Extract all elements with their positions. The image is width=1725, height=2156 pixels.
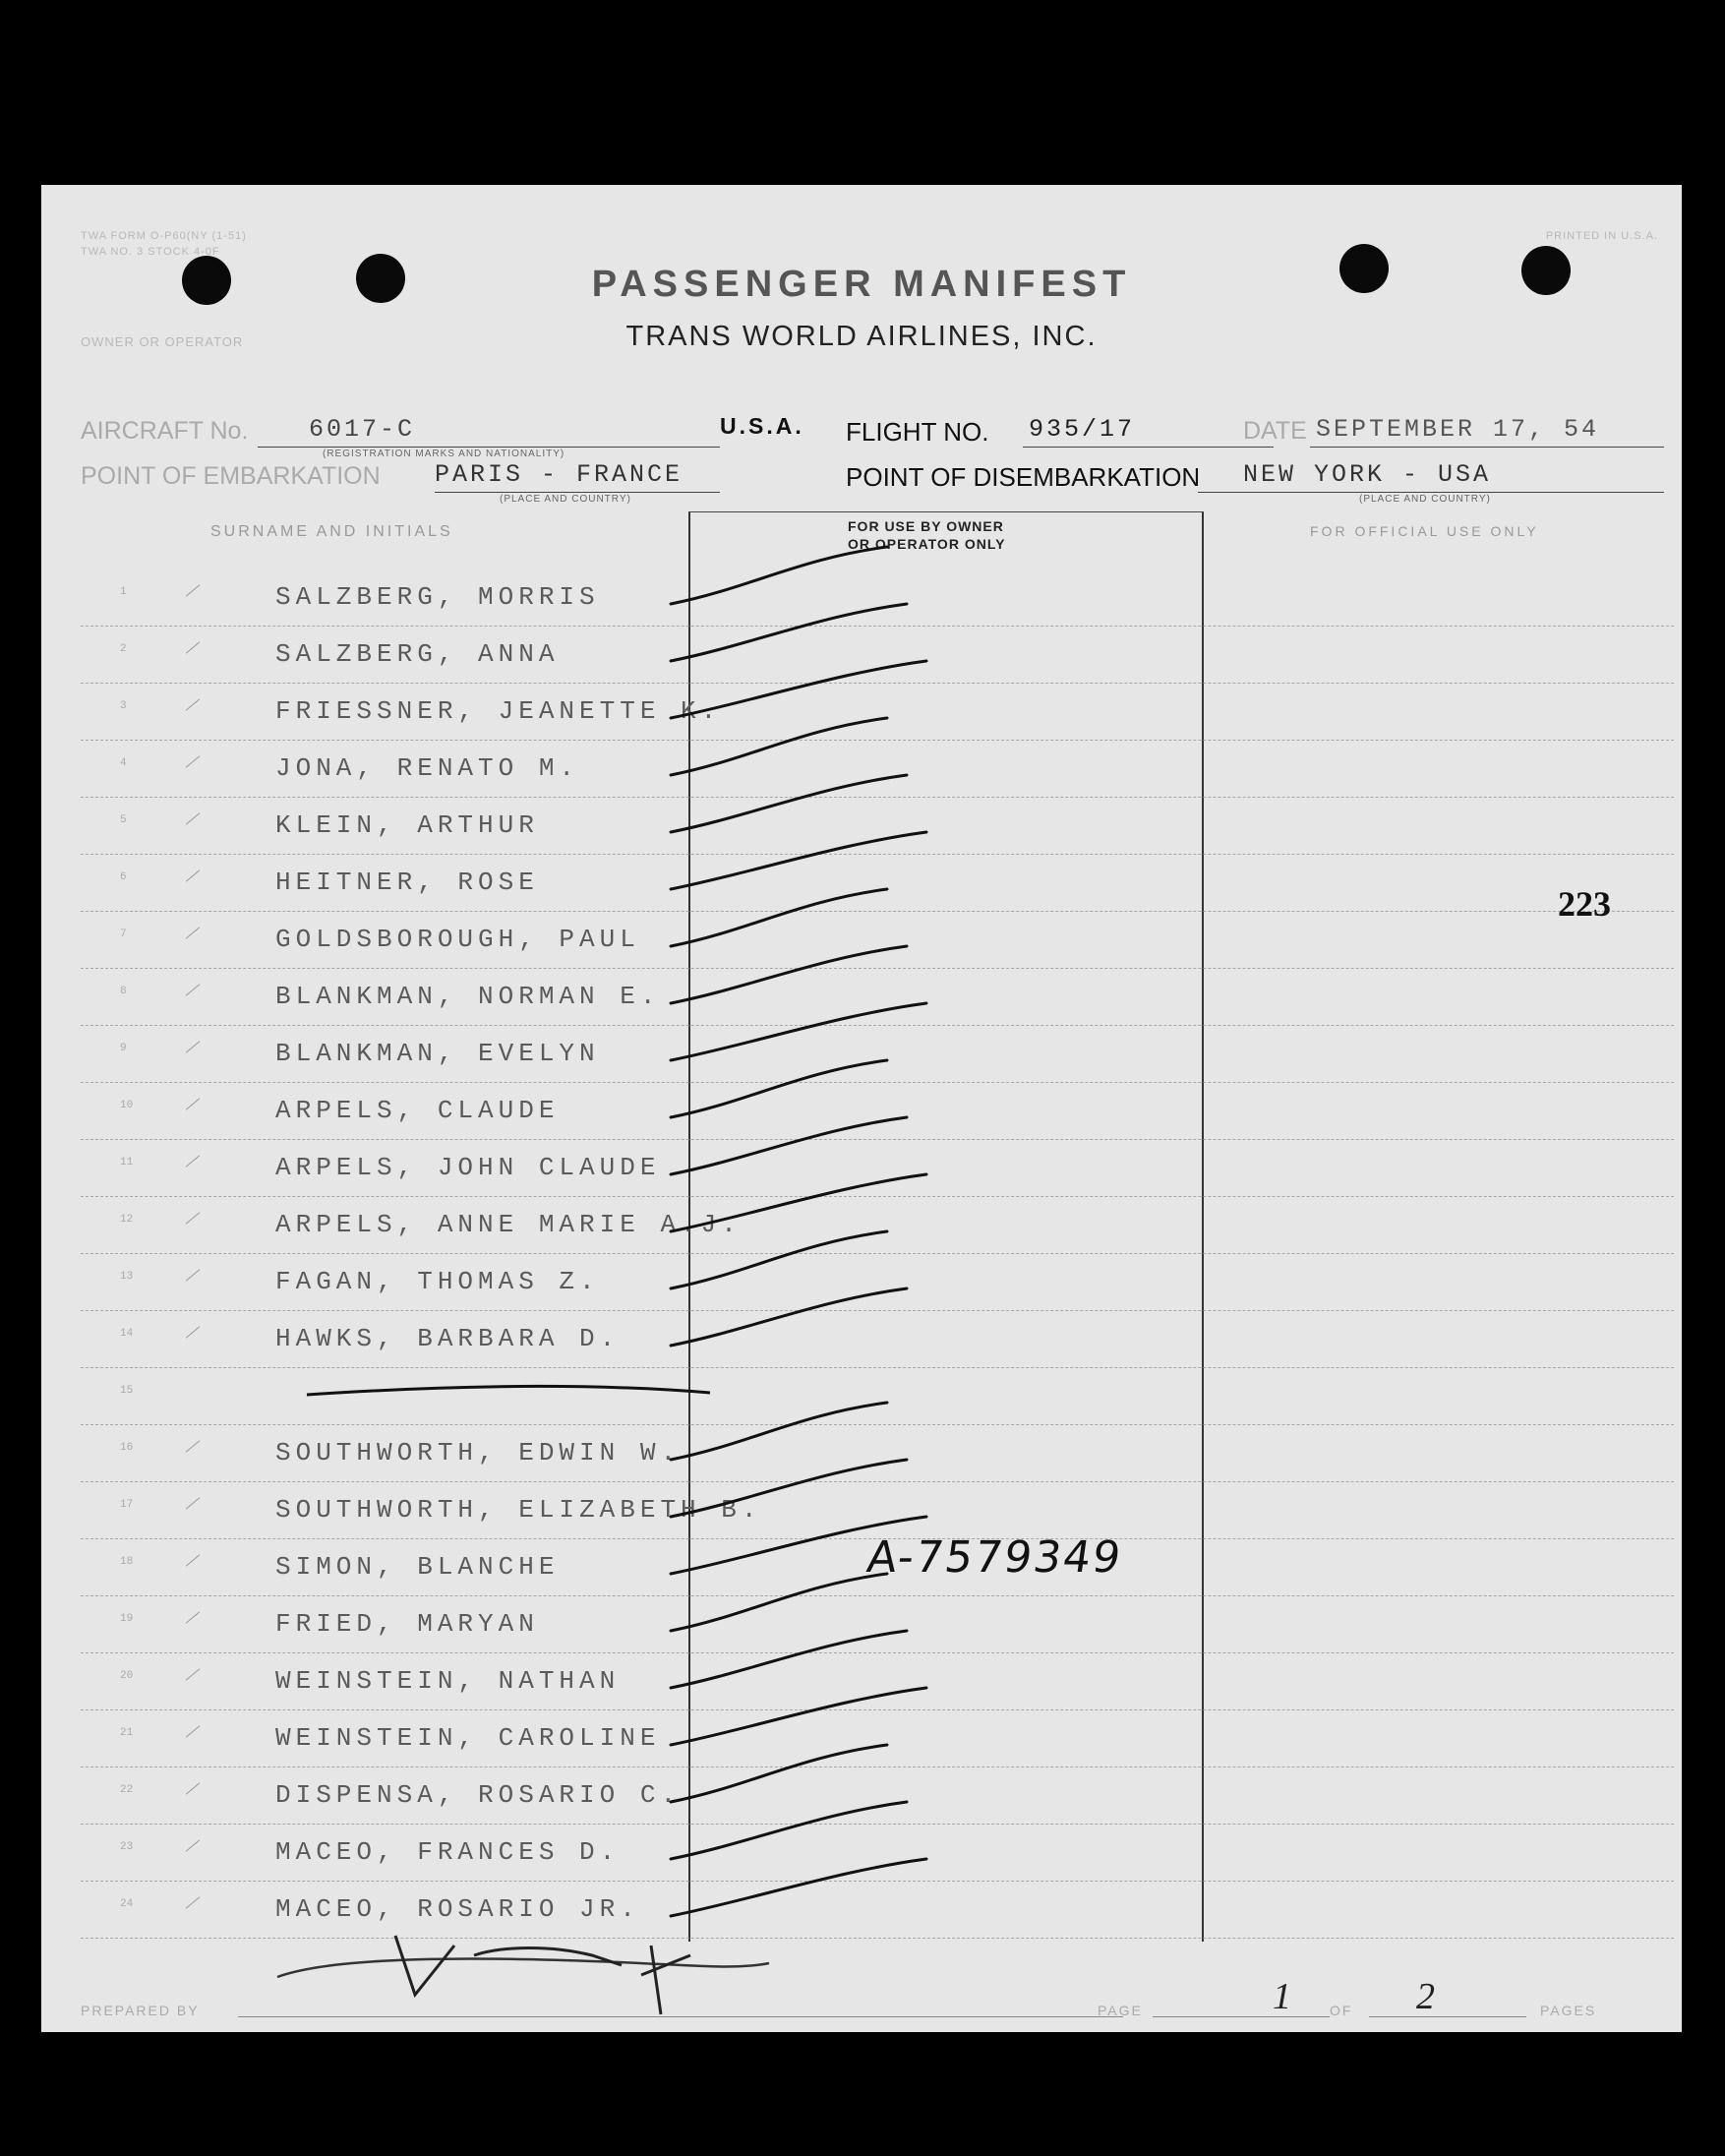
passenger-name: SOUTHWORTH, ELIZABETH B. bbox=[275, 1495, 762, 1525]
row-number: 21 bbox=[120, 1727, 134, 1739]
col-official: FOR OFFICIAL USE ONLY bbox=[1310, 523, 1539, 539]
row-number: 22 bbox=[120, 1784, 134, 1796]
date-label: DATE bbox=[1243, 417, 1307, 445]
pages-label: PAGES bbox=[1540, 2003, 1597, 2018]
check-stroke bbox=[671, 1174, 926, 1231]
passenger-name: KLEIN, ARTHUR bbox=[275, 810, 539, 840]
embark-label: POINT OF EMBARKATION bbox=[81, 462, 381, 490]
prepared-underline bbox=[238, 2016, 1123, 2017]
row-number: 18 bbox=[120, 1556, 134, 1568]
row-number: 5 bbox=[120, 814, 127, 826]
of-underline bbox=[1369, 2016, 1526, 2017]
check-stroke bbox=[671, 1631, 907, 1688]
row-number: 17 bbox=[120, 1499, 134, 1511]
page-label: PAGE bbox=[1098, 2003, 1143, 2018]
passenger-name: HEITNER, ROSE bbox=[275, 868, 539, 897]
row-number: 9 bbox=[120, 1043, 127, 1054]
passenger-name: ARPELS, CLAUDE bbox=[275, 1096, 560, 1125]
place-note: (PLACE AND COUNTRY) bbox=[500, 494, 631, 505]
disembark-label: POINT OF DISEMBARKATION bbox=[846, 462, 1201, 492]
check-stroke bbox=[671, 1403, 887, 1460]
passenger-name: WEINSTEIN, NATHAN bbox=[275, 1666, 621, 1696]
check-stroke bbox=[671, 547, 887, 604]
form-id-line2: TWA NO. 3 STOCK 4-0F bbox=[81, 246, 220, 258]
manifest-sheet bbox=[41, 185, 1682, 2032]
date-value: SEPTEMBER 17, 54 bbox=[1316, 415, 1600, 444]
passenger-name: SALZBERG, ANNA bbox=[275, 639, 560, 669]
check-stroke bbox=[671, 1231, 887, 1288]
passenger-name: BLANKMAN, EVELYN bbox=[275, 1039, 600, 1068]
check-stroke bbox=[671, 1859, 926, 1916]
check-stroke bbox=[671, 1288, 907, 1346]
stamp-number: 223 bbox=[1558, 884, 1611, 924]
passenger-name: ARPELS, JOHN CLAUDE bbox=[275, 1153, 661, 1182]
check-stroke bbox=[671, 1802, 907, 1859]
row-number: 10 bbox=[120, 1100, 134, 1111]
manifest-title: PASSENGER MANIFEST bbox=[591, 264, 1132, 305]
passenger-name: HAWKS, BARBARA D. bbox=[275, 1324, 621, 1353]
flight-label: FLIGHT NO. bbox=[846, 417, 989, 447]
check-stroke bbox=[671, 889, 887, 946]
signature bbox=[277, 1958, 769, 1977]
disembark-value: NEW YORK - USA bbox=[1243, 460, 1492, 489]
check-stroke bbox=[671, 1688, 926, 1745]
nationality: U.S.A. bbox=[720, 413, 804, 439]
check-marks bbox=[41, 185, 1682, 2032]
row-number: 3 bbox=[120, 700, 127, 712]
check-stroke bbox=[671, 832, 926, 889]
passenger-name: WEINSTEIN, CAROLINE bbox=[275, 1723, 661, 1753]
embark-value: PARIS - FRANCE bbox=[435, 460, 684, 489]
row-number: 4 bbox=[120, 757, 127, 769]
row-number: 1 bbox=[120, 586, 127, 598]
of-value: 2 bbox=[1416, 1976, 1435, 2017]
page-value: 1 bbox=[1273, 1976, 1291, 2017]
check-stroke bbox=[671, 1117, 907, 1174]
check-stroke bbox=[671, 1745, 887, 1802]
row-number: 12 bbox=[120, 1214, 134, 1226]
airline-name: TRANS WORLD AIRLINES, INC. bbox=[625, 321, 1098, 352]
row-number: 24 bbox=[120, 1898, 134, 1910]
row-number: 23 bbox=[120, 1841, 134, 1853]
passenger-name: MACEO, ROSARIO JR. bbox=[275, 1894, 640, 1924]
row-number: 2 bbox=[120, 643, 127, 655]
row-number: 16 bbox=[120, 1442, 134, 1454]
passenger-name: BLANKMAN, NORMAN E. bbox=[275, 982, 661, 1011]
check-stroke bbox=[671, 775, 907, 832]
row-number: 6 bbox=[120, 871, 127, 883]
row-number: 20 bbox=[120, 1670, 134, 1682]
passenger-name: GOLDSBOROUGH, PAUL bbox=[275, 925, 640, 954]
blank-row-line bbox=[307, 1386, 710, 1395]
passenger-name: SIMON, BLANCHE bbox=[275, 1552, 560, 1582]
passenger-name: SALZBERG, MORRIS bbox=[275, 582, 600, 612]
aircraft-value: 6017-C bbox=[309, 415, 416, 444]
check-stroke bbox=[671, 1574, 887, 1631]
passenger-name: ARPELS, ANNE MARIE A.J. bbox=[275, 1210, 742, 1239]
row-number: 13 bbox=[120, 1271, 134, 1283]
row-number: 19 bbox=[120, 1613, 134, 1625]
row-number: 8 bbox=[120, 986, 127, 997]
signature-strokes bbox=[395, 1936, 690, 2014]
registration-note: (REGISTRATION MARKS AND NATIONALITY) bbox=[323, 449, 565, 459]
owner-label: OWNER OR OPERATOR bbox=[81, 334, 244, 349]
row-number: 7 bbox=[120, 928, 127, 940]
alien-registration-number: A-7579349 bbox=[863, 1532, 1126, 1583]
col-surname: SURNAME AND INITIALS bbox=[210, 523, 453, 540]
passenger-name: FAGAN, THOMAS Z. bbox=[275, 1267, 600, 1296]
check-stroke bbox=[671, 661, 926, 718]
aircraft-label: AIRCRAFT No. bbox=[81, 417, 249, 445]
printed-label: PRINTED IN U.S.A. bbox=[1545, 230, 1658, 242]
row-number: 15 bbox=[120, 1385, 134, 1397]
form-id-line1: TWA FORM O-P60(NY (1-51) bbox=[81, 230, 247, 242]
col-owner-use-1: FOR USE BY OWNER bbox=[848, 518, 1004, 534]
row-number: 11 bbox=[120, 1157, 134, 1168]
passenger-name: MACEO, FRANCES D. bbox=[275, 1837, 621, 1867]
passenger-name: FRIED, MARYAN bbox=[275, 1609, 539, 1639]
passenger-name: JONA, RENATO M. bbox=[275, 753, 580, 783]
page-underline bbox=[1153, 2016, 1330, 2017]
check-stroke bbox=[671, 604, 907, 661]
passenger-name: FRIESSNER, JEANETTE K. bbox=[275, 696, 722, 726]
flight-value: 935/17 bbox=[1029, 415, 1136, 444]
check-stroke bbox=[671, 946, 907, 1003]
passenger-name: DISPENSA, ROSARIO C. bbox=[275, 1780, 682, 1810]
check-stroke bbox=[671, 1460, 907, 1517]
prepared-label: PREPARED BY bbox=[81, 2003, 200, 2018]
row-number: 14 bbox=[120, 1328, 134, 1340]
check-stroke bbox=[671, 1003, 926, 1060]
of-label: OF bbox=[1330, 2003, 1353, 2018]
check-stroke bbox=[671, 718, 887, 775]
place-note-2: (PLACE AND COUNTRY) bbox=[1359, 494, 1491, 505]
passenger-name: SOUTHWORTH, EDWIN W. bbox=[275, 1438, 682, 1467]
check-stroke bbox=[671, 1060, 887, 1117]
col-owner-use-2: OR OPERATOR ONLY bbox=[848, 536, 1006, 552]
